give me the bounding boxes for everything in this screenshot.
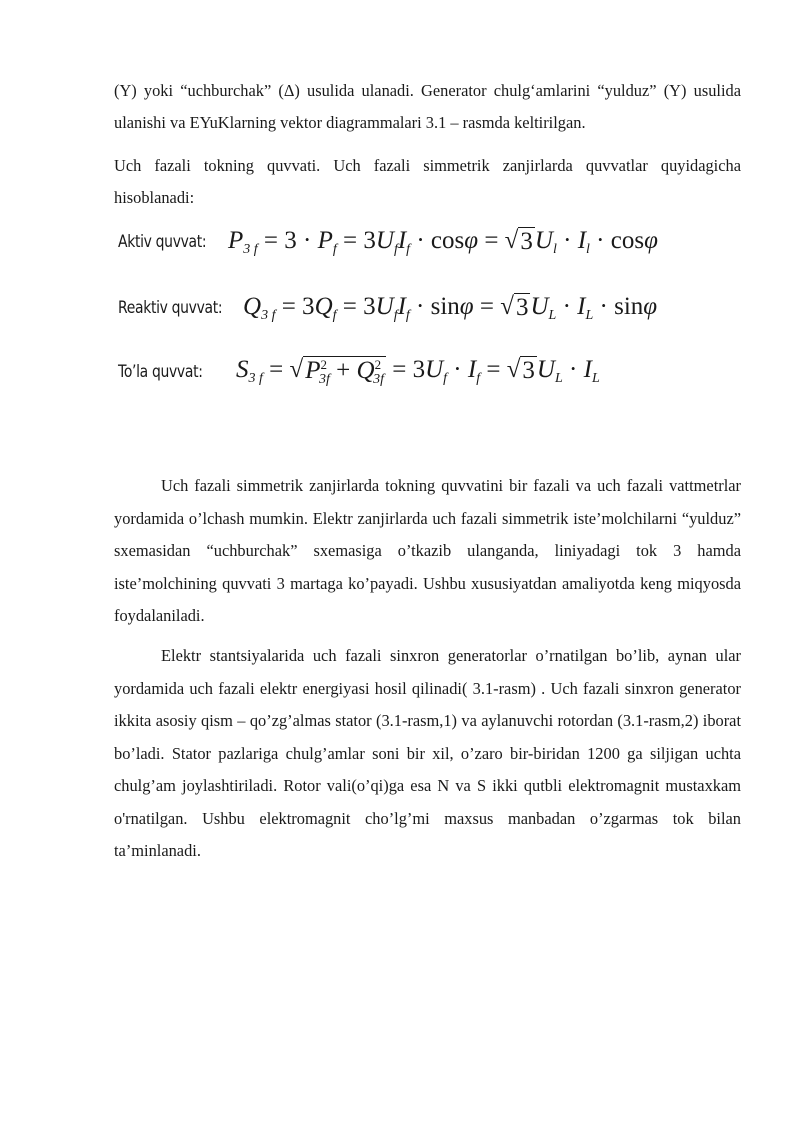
formula-label-apparent: To’la quvvat: [118, 362, 203, 382]
formula-active-expression: $P_{3 f} = 3 \cdot P_f = 3U_fI_f \cdot \cos\varphi$ = √ 3 $U_l \cdot I_l \cdot \cos\varphi$ [228, 226, 658, 257]
formula-apparent-expression: $S_{3 f}$ = √ $P^2_{3f} + Q^2_{3f}$ = $3U_f \cdot I_f$ = √ 3 $U_L \cdot I_L$ [236, 356, 600, 387]
paragraph-measurement: Uch fazali simmetrik zanjirlarda tokning quvvatini bir fazali va uch fazali vattmetrlar yordamida o’lchash mumkin. Elektr zanjirlarda uch fazali simmetrik iste’molchilarni “yulduz” sxemasidan “uchburchak” sxemasiga o’tkazib ulanganda, liniyadagi tok 3 hamda iste’molchining quvvati 3 martaga ko’payadi. Ushbu xususiyatdan amaliyotda keng miqyosda foydalaniladi. [114, 476, 741, 625]
paragraph-generators: Elektr stantsiyalarida uch fazali sinxron generatorlar o’rnatilgan bo’lib, aynan ular yordamida uch fazali elektr energiyasi hosil qilinadi( 3.1-rasm) . Uch fazali sinxron generator ikkita asosiy qism – qo’zg’almas stator (3.1-rasm,1) va aylanuvchi rotordan (3.1-rasm,2) iborat bo’ladi. Stator pazlariga chulg’amlar soni bir xil, o’zaro bir-biridan 1200 ga siljigan uchta chulg’am joylashtiriladi. Rotor vali(o’qi)ga esa N va S ikki qutbli elektromagnit mustaxkam o'rnatilgan. Ushbu elektromagnit cho’lg’mi maxsus manbadan o’zgarmas tok bilan ta’minlanadi. [114, 646, 741, 860]
formula-label-reactive: Reaktiv quvvat: [118, 298, 223, 318]
formula-apparent-power [118, 356, 600, 387]
formula-reactive-expression: $Q_{3 f} = 3Q_f = 3U_fI_f \cdot \sin\varphi$ = √ 3 $U_L \cdot I_L \cdot \sin\varphi$ [243, 292, 658, 323]
formula-active-power [118, 226, 658, 257]
paragraph-power-heading: Uch fazali tokning quvvati. Uch fazali simmetrik zanjirlarda quvvatlar quyidagicha hisoblanadi: [114, 156, 741, 207]
paragraph-intro: (Y) yoki “uchburchak” (Δ) usulida ulanadi. Generator chulg‘amlarini “yulduz” (Y) usulida ulanishi va EYuKlarning vektor diagrammalari 3.1 – rasmda keltirilgan. [114, 81, 741, 132]
power-formulas-figure [118, 222, 758, 412]
formula-reactive-power [118, 292, 658, 323]
formula-label-active: Aktiv quvvat: [118, 232, 207, 252]
